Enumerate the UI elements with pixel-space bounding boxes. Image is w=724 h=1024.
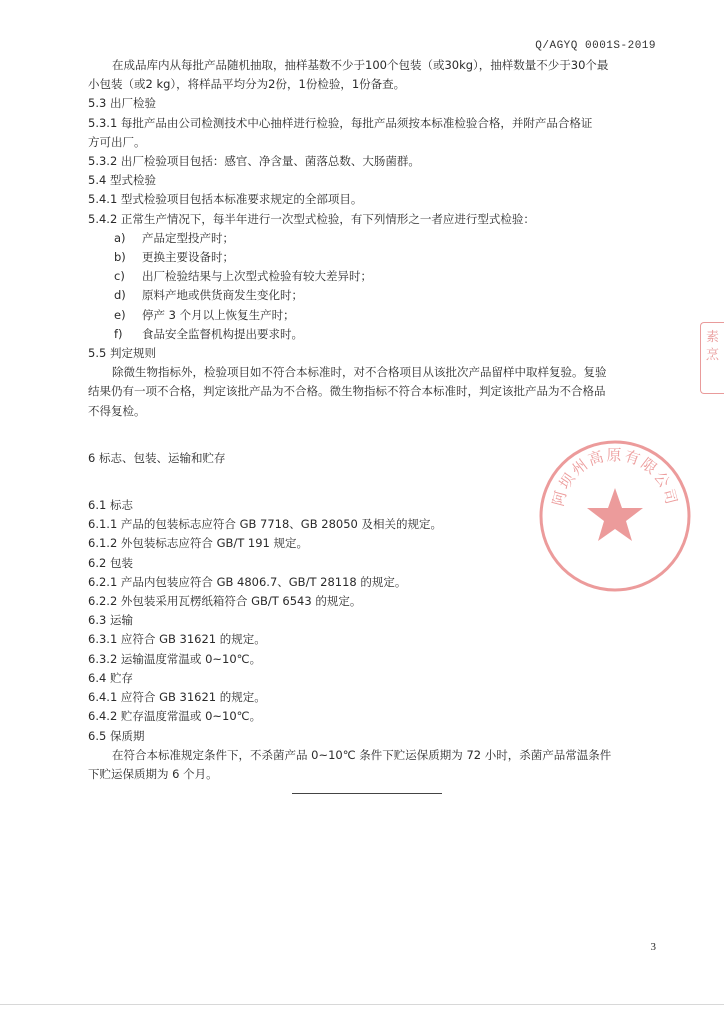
paragraph: 5.3.1 每批产品由公司检测技术中心抽样进行检验，每批产品须按本标准检验合格，并附产品合格证 bbox=[88, 115, 593, 130]
seal-star-icon bbox=[587, 488, 643, 541]
section-heading: 5.5 判定规则 bbox=[88, 346, 156, 361]
section-heading: 5.4 型式检验 bbox=[88, 173, 156, 188]
paragraph: 5.3.2 出厂检验项目包括：感官、净含量、菌落总数、大肠菌群。 bbox=[88, 154, 420, 169]
paragraph: 6.3.2 运输温度常温或 0~10℃。 bbox=[88, 651, 262, 666]
seal-text: 阿坝州高原有限公司 bbox=[549, 446, 681, 509]
list-item bbox=[88, 325, 660, 344]
list-marker: c) bbox=[114, 269, 125, 284]
paragraph: 结果仍有一项不合格，判定该批产品为不合格。微生物指标不符合本标准时，判定该批产品为不合格品 bbox=[88, 384, 606, 399]
list-item bbox=[88, 248, 660, 267]
list-text: 原料产地或供货商发生变化时； bbox=[142, 288, 303, 303]
list-item bbox=[88, 267, 660, 286]
condition-list bbox=[88, 229, 660, 344]
list-item bbox=[88, 286, 660, 305]
list-item bbox=[88, 229, 660, 248]
list-item bbox=[88, 306, 660, 325]
paragraph: 下贮运保质期为 6 个月。 bbox=[88, 766, 218, 781]
paragraph: 除微生物指标外，检验项目如不符合本标准时，对不合格项目从该批次产品留样中取样复验。复验 bbox=[112, 365, 607, 380]
paragraph: 不得复检。 bbox=[88, 403, 146, 418]
chapter-heading: 6 标志、包装、运输和贮存 bbox=[88, 450, 226, 465]
paragraph: 5.4.2 正常生产情况下，每半年进行一次型式检验，有下列情形之一者应进行型式检验： bbox=[88, 211, 535, 226]
list-text: 食品安全监督机构提出要求时。 bbox=[142, 326, 303, 341]
end-rule bbox=[292, 793, 442, 794]
scan-bottom-edge bbox=[0, 1004, 724, 1005]
paragraph: 5.4.1 型式检验项目包括本标准要求规定的全部项目。 bbox=[88, 192, 363, 207]
company-seal-stamp bbox=[535, 436, 695, 596]
list-text: 出厂检验结果与上次型式检验有较大差异时； bbox=[142, 269, 372, 284]
list-text: 更换主要设备时； bbox=[142, 250, 234, 265]
paragraph: 在成品库内从每批产品随机抽取，抽样基数不少于100个包装（或30kg），抽样数量不少于30个最 bbox=[112, 58, 609, 72]
standard-code: Q/AGYQ 0001S-2019 bbox=[535, 40, 656, 52]
paragraph: 6.4.2 贮存温度常温或 0~10℃。 bbox=[88, 709, 262, 724]
section-heading: 6.3 运输 bbox=[88, 613, 133, 628]
list-text: 产品定型投产时； bbox=[142, 230, 234, 245]
paragraph: 小包装（或2 kg），将样品平均分为2份，1份检验，1份备查。 bbox=[88, 77, 406, 92]
section-heading: 6.2 包装 bbox=[88, 555, 133, 570]
side-seal-stamp: 素烹 bbox=[700, 322, 724, 394]
list-marker: d) bbox=[114, 288, 126, 303]
paragraph: 在符合本标准规定条件下，不杀菌产品 0~10℃ 条件下贮运保质期为 72 小时，杀菌产品常温条件 bbox=[112, 747, 612, 762]
list-marker: e) bbox=[114, 307, 126, 322]
paragraph: 方可出厂。 bbox=[88, 134, 146, 149]
list-text: 停产 3 个月以上恢复生产时； bbox=[142, 307, 295, 322]
section-heading: 5.3 出厂检验 bbox=[88, 96, 156, 111]
paragraph: 6.2.1 产品内包装应符合 GB 4806.7、GB/T 28118 的规定。 bbox=[88, 574, 407, 589]
paragraph: 6.1.2 外包装标志应符合 GB/T 191 规定。 bbox=[88, 536, 309, 551]
list-marker: f) bbox=[114, 326, 123, 341]
paragraph: 6.2.2 外包装采用瓦楞纸箱符合 GB/T 6543 的规定。 bbox=[88, 594, 362, 609]
section-heading: 6.5 保质期 bbox=[88, 728, 145, 743]
paragraph: 6.4.1 应符合 GB 31621 的规定。 bbox=[88, 690, 266, 705]
list-marker: b) bbox=[114, 250, 126, 265]
paragraph: 6.1.1 产品的包装标志应符合 GB 7718、GB 28050 及相关的规定。 bbox=[88, 517, 442, 532]
list-marker: a) bbox=[114, 230, 126, 245]
document-body bbox=[88, 56, 660, 784]
page-number: 3 bbox=[650, 941, 656, 953]
section-heading: 6.1 标志 bbox=[88, 498, 133, 513]
paragraph: 6.3.1 应符合 GB 31621 的规定。 bbox=[88, 632, 266, 647]
section-heading: 6.4 贮存 bbox=[88, 670, 133, 685]
